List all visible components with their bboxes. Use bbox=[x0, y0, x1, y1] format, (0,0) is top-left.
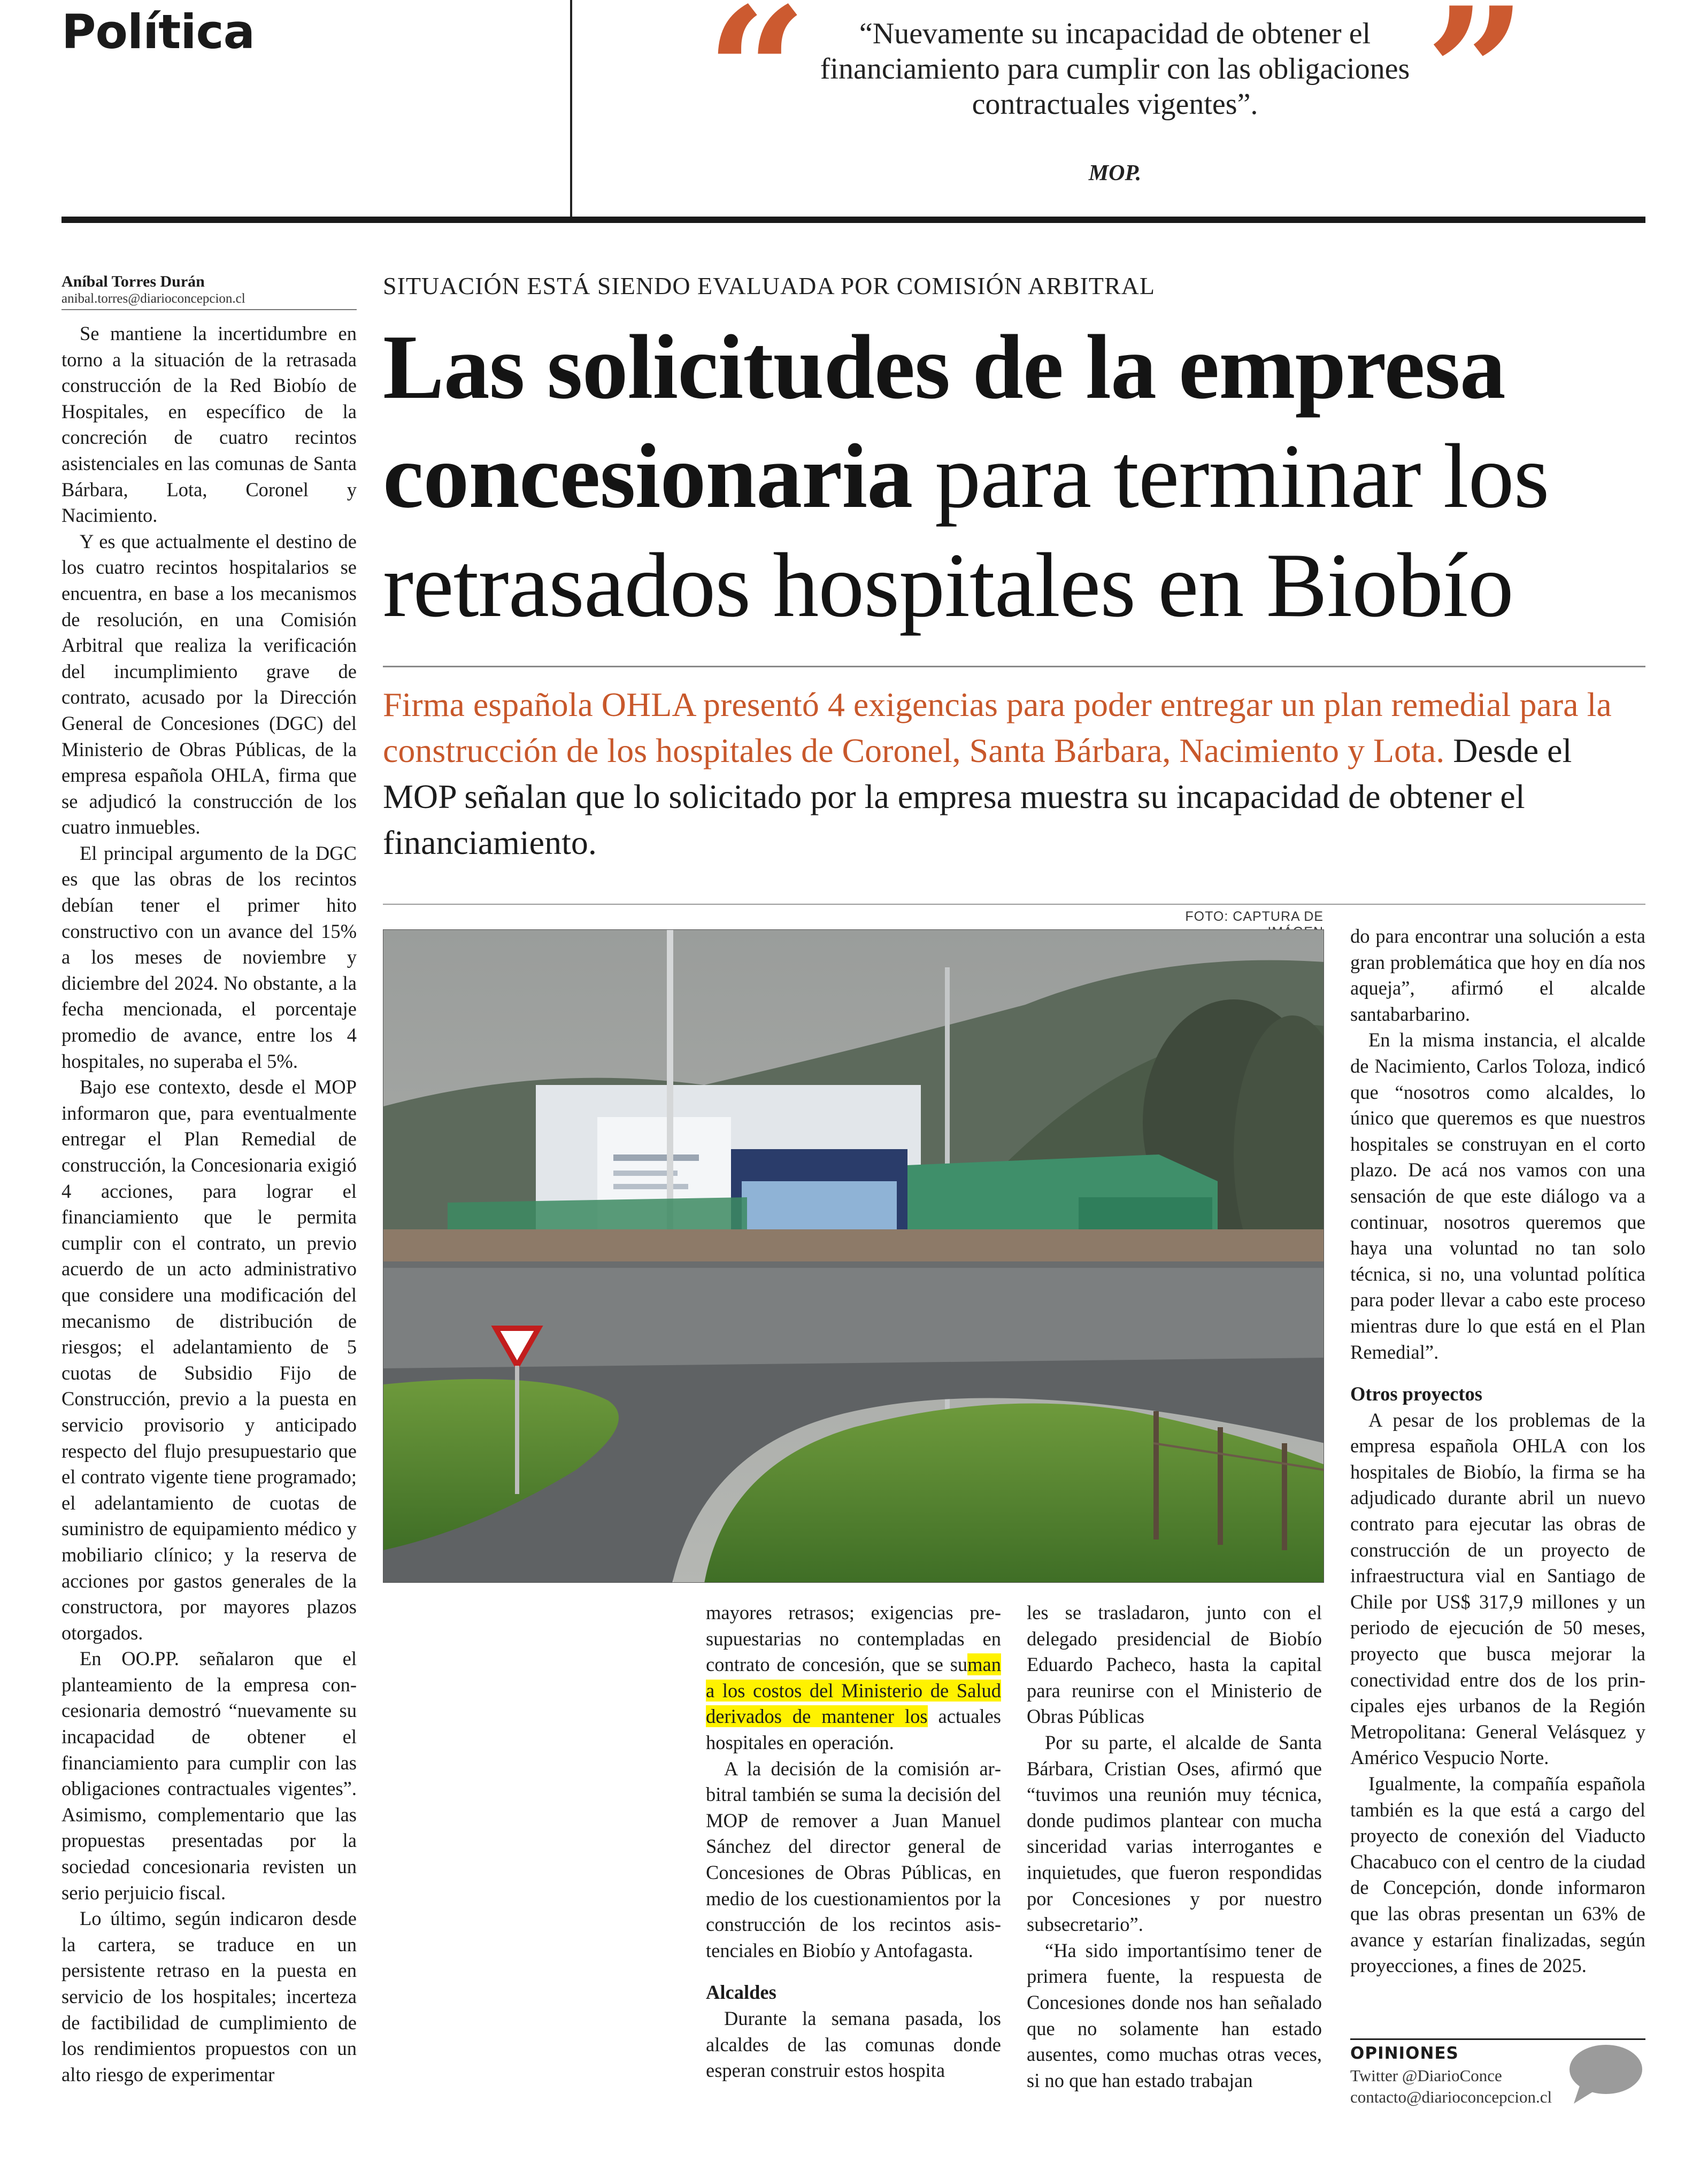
deck-regular: Desde el MOP señalan que lo solicitado por la empresa muestra su incapacidad de obtener el financiamiento. bbox=[383, 732, 1572, 861]
close-quote-icon: ” bbox=[1425, 0, 1527, 176]
photo-credit: FOTO: CAPTURA DE bbox=[1185, 909, 1324, 924]
col3-tail: actuales hospitales en operación. bbox=[706, 1705, 1001, 1753]
paragraph: A la decisión de la comisión arbitral también se suma la decisión del MOP de remover a Juan Manuel Sánchez del director general de Concesiones de Obras Públicas, en medio de los cuestionamientos por la construcción de los recintos asistenciales en Biobío y Antofagasta. bbox=[706, 1757, 1001, 1961]
headline bbox=[383, 313, 1656, 640]
paragraph: les se trasladaron, junto con el delegado presidencial de Biobío Eduardo Pacheco, hasta la capital para reunirse con el Ministerio de Obras Públicas bbox=[1027, 1602, 1322, 1728]
body-column-1 bbox=[61, 321, 357, 2088]
deck-rule bbox=[383, 904, 1645, 905]
chat-bubble-icon bbox=[1564, 2042, 1644, 2106]
subhead-alcaldes: Alcaldes bbox=[706, 1981, 776, 2004]
paragraph: Se mantiene la incertidumbre en torno a la situación de la retrasada construcción de la Red Biobío de Hospitales, en específico de la concreción de cuatro recintos asistenciales en las comunas de Santa Bárbara, Lota, Coronel y Nacimiento. bbox=[61, 322, 357, 527]
paragraph: Por su parte, el alcalde de Santa Bárbara, Cristian Oses, afirmó que “tuvimos una reunión muy técnica, donde pudimos plantear con mucha sinceridad varias interrogantes e inquietudes, que fueron respondidas por Concesiones y por nuestro subsecretario”. bbox=[1027, 1731, 1322, 1936]
headline-regular: para terminar los retrasados hospitales en Biobío bbox=[383, 426, 1549, 636]
byline-name: Aníbal Torres Durán bbox=[61, 273, 205, 290]
subhead-otros-proyectos: Otros proyectos bbox=[1350, 1383, 1483, 1405]
paragraph: A pesar de los problemas de la empresa española OHLA con los hospitales de Biobío, la firma se ha adjudicado durante abril un nuevo contrato para ejecutar las obras de construcción de un proyecto de infraestructura vial en Santiago de Chile por US$ 317,9 millones y un periodo de ejecución de 50 meses, proyecto que busca mejorar la conectividad entre dos de los principales ejes urbanos de la Región Metropolitana: General Velásquez y Américo Vespucio Norte. bbox=[1350, 1408, 1645, 1769]
paragraph: “Ha sido importantísimo tener de primera fuente, la respuesta de Concesiones donde nos han señalado que no solamente han estado ausentes, como muchas otras veces, si no que han estado trabajan bbox=[1027, 1939, 1322, 2091]
byline-rule bbox=[61, 309, 357, 310]
deck-accent: Firma española OHLA presentó 4 exigencias para poder entregar un plan remedial para la construcción de los hospitales de Coronel, Santa Bárbara, Nacimiento y Lota. bbox=[383, 686, 1612, 769]
byline-email[interactable]: anibal.torres@diarioconcepcion.cl bbox=[61, 291, 245, 306]
body-column-4 bbox=[1027, 1600, 1322, 2093]
deck bbox=[383, 682, 1645, 866]
opinions-rule bbox=[1350, 2038, 1645, 2040]
paragraph: Lo último, según indicaron desde la cartera, se traduce en un persistente retraso en la puesta en servicio de los hospitales; incerteza de factibilidad de cumplimiento de los rendimientos propuestos con un alto riesgo de experimentar bbox=[61, 1907, 357, 2085]
paragraph: Igualmente, la compañía española también es la que está a cargo del proyecto de conexión del Viaducto Chacabuco con el centro de la ciudad de Concepción, donde informaron que las obras presentan un 63% de avance y estarían finalizadas, según proyecciones, a fines de 2025. bbox=[1350, 1773, 1645, 1977]
paragraph: En OO.PP. señalaron que el planteamiento de la empresa concesionaria demostró “nuevamente su incapacidad de obtener el financiamiento para cumplir con las obligaciones contractuales vigentes”. Asimismo, complementario que las propuestas presentadas por la sociedad concesionaria revisten un serio perjuicio fiscal. bbox=[61, 1648, 357, 1904]
pull-quote-source: MOP. bbox=[1088, 161, 1142, 186]
header-rule bbox=[61, 217, 1645, 223]
paragraph: do para encontrar una solución a esta gran problemática que hoy en día nos aqueja”, afirmó el alcalde santabarbarino. bbox=[1350, 925, 1645, 1025]
construction-site-photo bbox=[383, 930, 1324, 1583]
paragraph: El principal argumento de la DGC es que las obras de los recintos debían tener el primer hito constructivo con un avance del 15% a los meses de noviembre y diciembre del 2024. No obstante, a la fecha mencionada, el porcentaje promedio de avance, entre los 4 hospitales, no superaba el 5%. bbox=[61, 842, 357, 1072]
opinions-email[interactable]: contacto@diarioconcepcion.cl bbox=[1350, 2088, 1552, 2106]
paragraph bbox=[706, 1600, 1001, 1756]
opinions-twitter[interactable]: Twitter @DiarioConce bbox=[1350, 2066, 1502, 2085]
body-column-3 bbox=[706, 1600, 1001, 2084]
headline-rule bbox=[383, 666, 1645, 667]
section-label: Política bbox=[61, 4, 255, 59]
paragraph: Durante la semana pasada, los alcaldes de las comunas donde esperan construir estos hospita bbox=[706, 2007, 1001, 2082]
opinions-title: OPINIONES bbox=[1350, 2044, 1459, 2063]
paragraph: En la misma instancia, el alcalde de Nacimiento, Carlos Toloza, indicó que “nosotros como alcaldes, lo único que queremos es que nuestros hospitales se construyan en el corto plazo. De acá nos vamos con una sensación de que este diálogo va a continuar, nosotros queremos que haya una voluntad no tan solo técnica, si no, una voluntad política para poder llevar a cabo este proceso mientras dure lo que está en el Plan Remedial”. bbox=[1350, 1029, 1645, 1363]
article-photo bbox=[383, 929, 1324, 1583]
headline-bold: Las solicitudes de la empresa concesionaria bbox=[383, 317, 1505, 527]
body-column-5 bbox=[1350, 923, 1645, 1979]
paragraph: Bajo ese contexto, desde el MOP informaron que, para eventualmente entregar el Plan Remedial de construcción, la Concesionaria exigió 4 acciones, para lograr el financiamiento que le permita cumplir con el contrato, un previo acuerdo de un acto administrativo que considere una modificación del mecanismo de distribución de riesgos; el adelantamiento de 5 cuotas de Subsidio Fijo de Construcción, previo a la puesta en servicio provisorio y anticipado respecto del flujo presupuestario que el contrato vigente tiene programado; el adelantamiento de cuotas de suministro de equipamiento médico y mobiliario clínico; y la reserva de acciones por gastos generales de la constructora, por mayores plazos otorgados. bbox=[61, 1076, 357, 1644]
kicker: SITUACIÓN ESTÁ SIENDO EVALUADA POR COMISIÓN ARBITRAL bbox=[383, 272, 1155, 299]
paragraph: Y es que actualmente el destino de los cuatro recintos hospitalarios se encuentra, en base a los mecanismos de resolución, en una Comisión Arbitral que realiza la verificación del incumplimiento grave de contrato, acusado por la Dirección General de Concesiones (DGC) del Ministerio de Obras Públicas, de la empresa española OHLA, firma que se adjudicó la construcción de los cuatro inmuebles. bbox=[61, 530, 357, 838]
highlighted-text: man a los costos del Ministerio de Salud derivados de mantener los bbox=[706, 1653, 1001, 1728]
header-divider bbox=[570, 0, 572, 217]
open-quote-icon: “ bbox=[706, 0, 807, 176]
col3-lead: mayores retrasos; exigencias presupuestarias no contempladas en contrato de concesión, que se su bbox=[706, 1602, 1001, 1676]
pull-quote: “Nuevamente su incapacidad de obtener el financiamiento para cumplir con las obligaciones contractuales vigentes”. bbox=[820, 17, 1410, 121]
